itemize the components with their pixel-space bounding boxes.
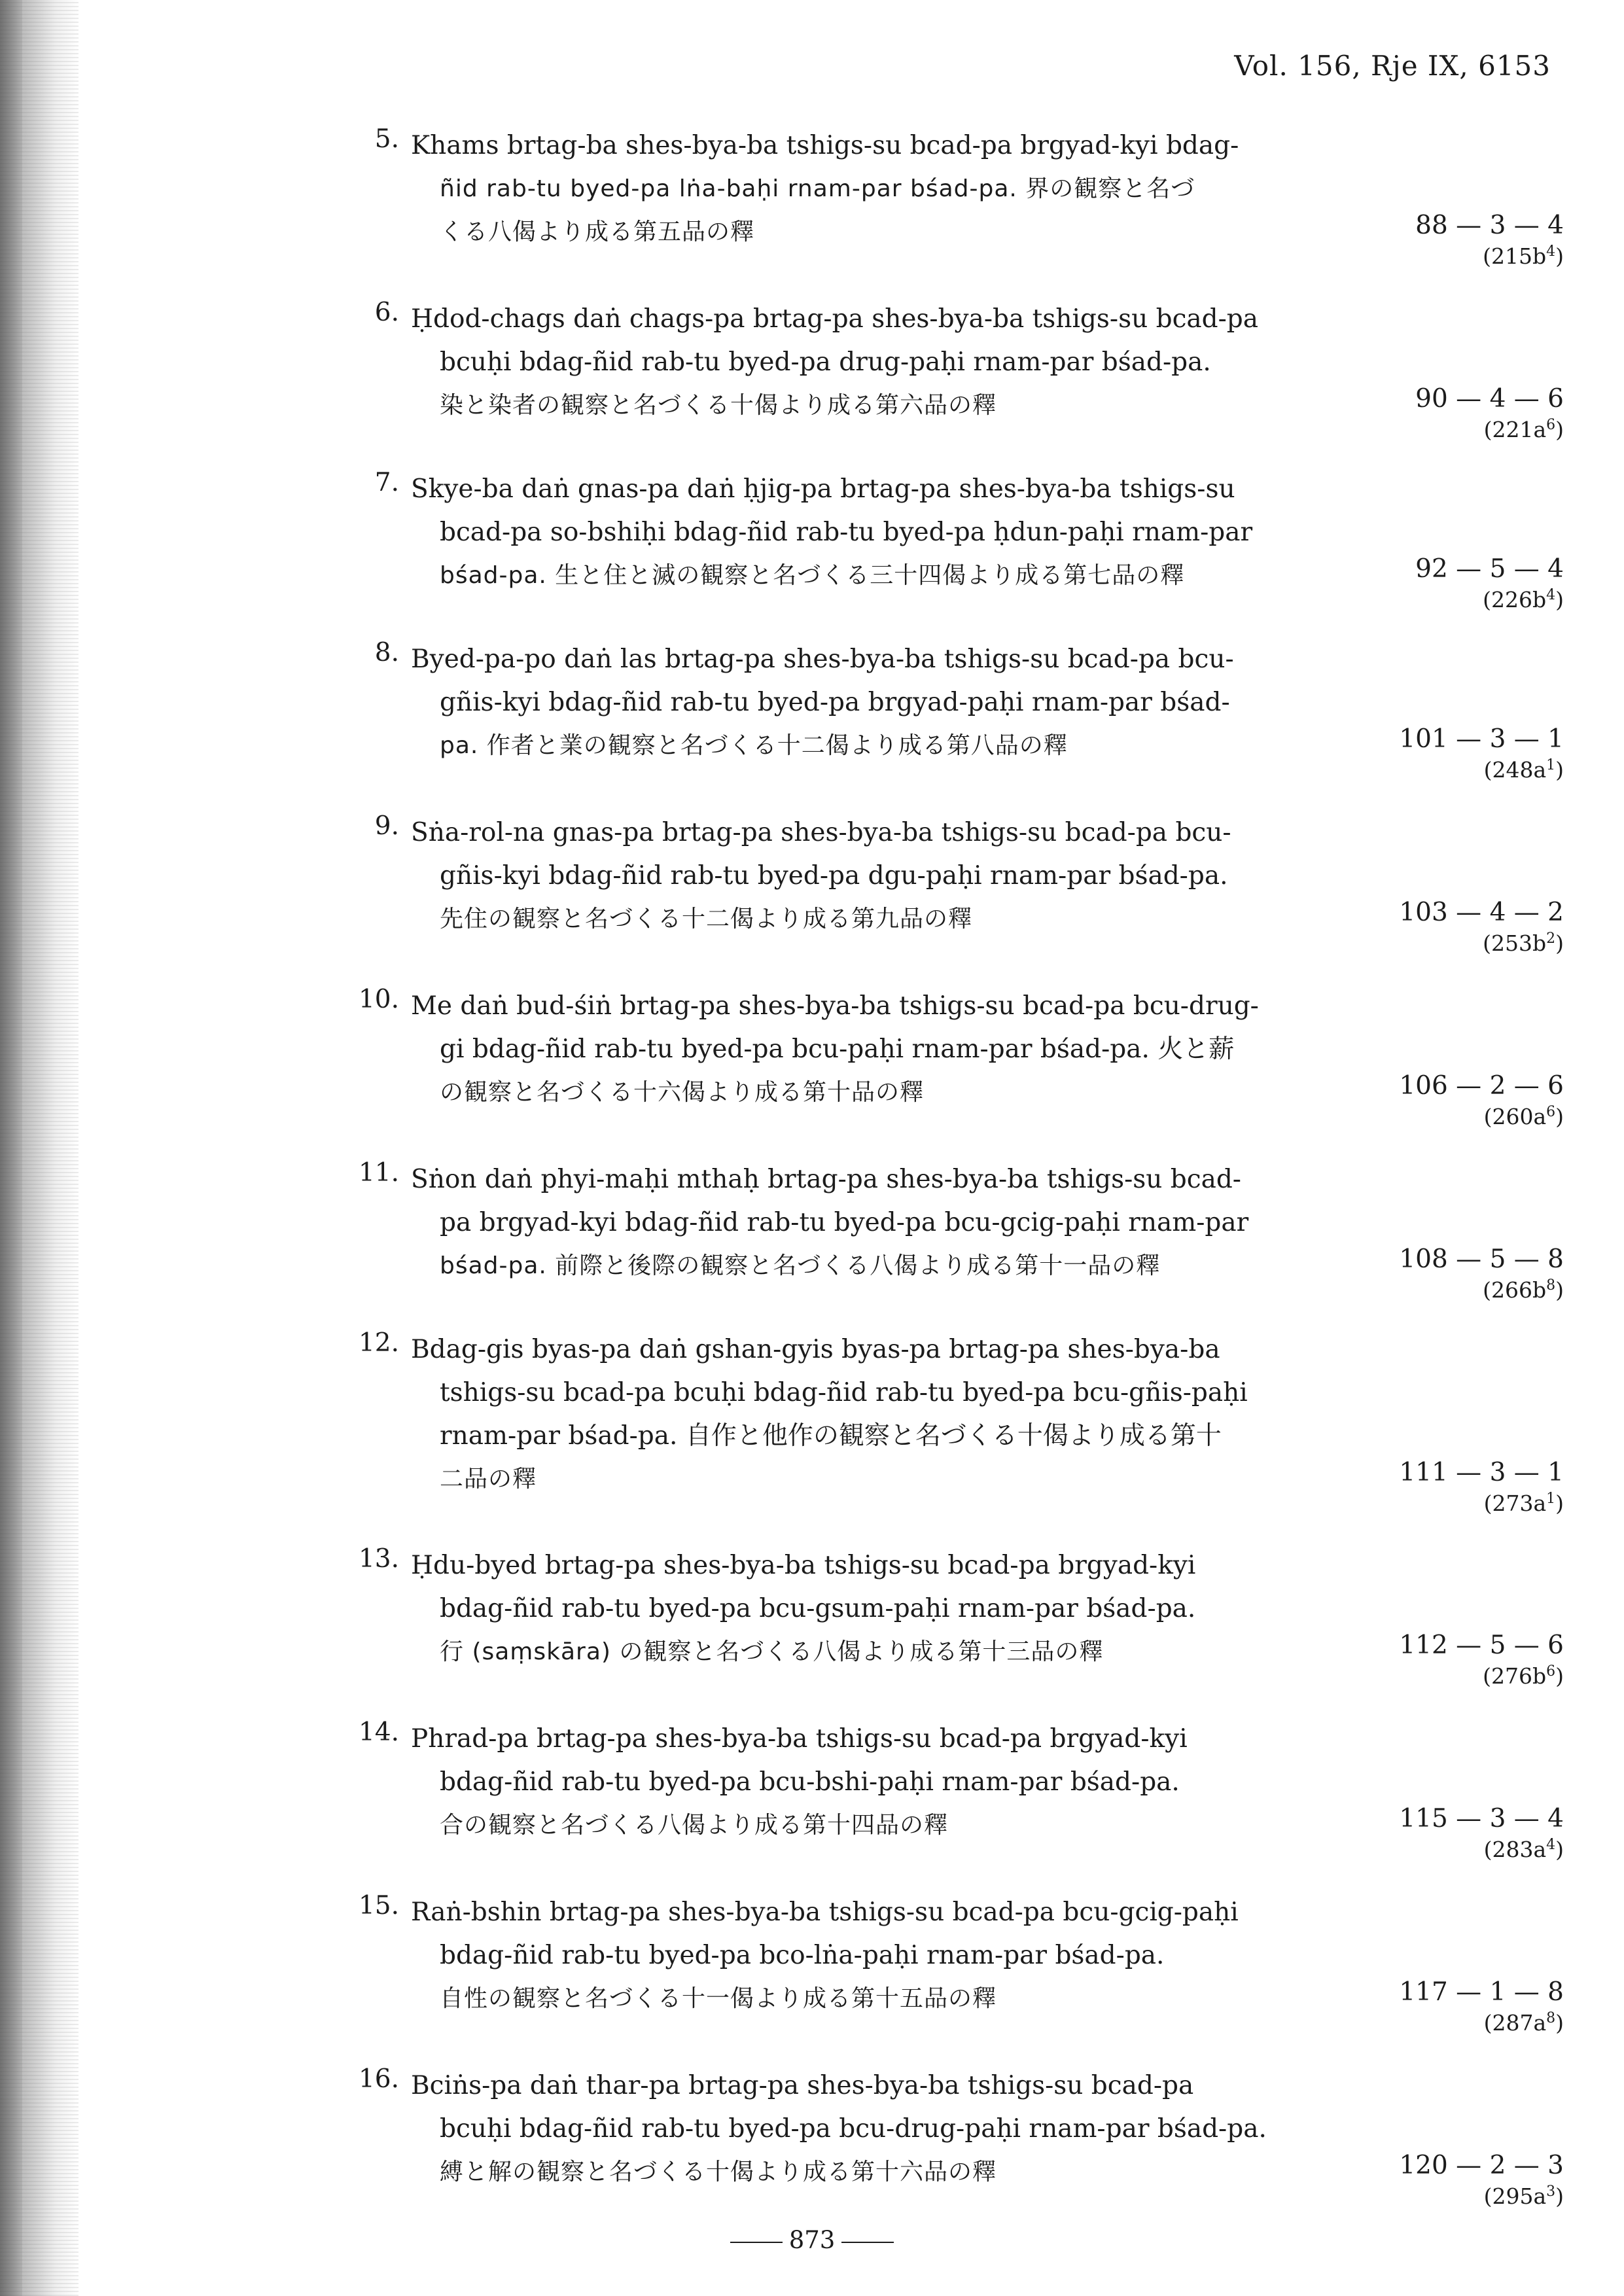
folio-number: (226b [1483,587,1547,612]
entry-title [411,1891,1353,2021]
footer-dash-left [730,2242,783,2243]
folio-line-superscript: 4 [1546,587,1556,603]
folio-line-superscript: 4 [1546,243,1556,260]
folio-number: (260a [1483,1104,1547,1129]
entry-title-line: gñis-kyi bdag-ñid rab-tu byed-pa dgu-paḥi rnam-par bśad-pa. [440,861,1228,891]
entry-title [411,1158,1353,1288]
folio-number: (248a [1483,757,1547,783]
folio-reference [1374,2183,1564,2209]
entry-title-line: 二品の釋 [440,1466,537,1492]
entry-title-line: 合の観察と名づくる八偈より成る第十四品の釋 [440,1812,949,1839]
entry-number: 6. [374,298,399,327]
page-line-reference: 115 — 3 — 4 [1399,1804,1564,1833]
folio-reference [1374,757,1564,783]
entry-title-line: Skye-ba daṅ gnas-pa daṅ ḥjig-pa brtag-pa shes-bya-ba tshigs-su [411,474,1235,504]
page-line-reference: 103 — 4 — 2 [1399,898,1564,927]
entry-title [411,1328,1353,1501]
folio-close-paren: ) [1555,1663,1564,1689]
entry-title-line: Me daṅ bud-śiṅ brtag-pa shes-bya-ba tshigs-su bcad-pa bcu-drug- [411,991,1259,1021]
page-line-reference: 120 — 2 — 3 [1399,2151,1564,2180]
page-line-reference: 108 — 5 — 8 [1399,1245,1564,1274]
folio-number: (266b [1483,1277,1547,1303]
folio-line-superscript: 6 [1546,417,1556,433]
entry-title-line: bcad-pa so-bshiḥi bdag-ñid rab-tu byed-pa ḥdun-paḥi rnam-par [440,518,1253,547]
folio-close-paren: ) [1555,2183,1564,2209]
folio-close-paren: ) [1555,243,1564,269]
catalog-entry [340,985,1564,1135]
entry-title-line: bdag-ñid rab-tu byed-pa bco-lṅa-paḥi rnam-par bśad-pa. [440,1941,1165,1970]
catalog-entry [340,2064,1564,2215]
catalog-entry [340,1328,1564,1516]
folio-reference [1374,1104,1564,1129]
folio-close-paren: ) [1555,587,1564,612]
catalog-entry [340,1718,1564,1868]
entry-number: 9. [374,811,399,841]
entry-title-line: bdag-ñid rab-tu byed-pa bcu-bshi-paḥi rnam-par bśad-pa. [440,1767,1180,1797]
entry-title-line: 染と染者の観察と名づくる十偈より成る第六品の釋 [440,392,997,419]
entry-title [411,124,1353,254]
page-footer [0,2226,1624,2254]
entry-title-line: pa brgyad-kyi bdag-ñid rab-tu byed-pa bcu-gcig-paḥi rnam-par [440,1208,1249,1237]
page-line-reference: 117 — 1 — 8 [1399,1977,1564,2007]
entry-title-line: rnam-par bśad-pa. 自作と他作の観察と名づくる十偈より成る第十 [440,1421,1222,1451]
folio-number: (295a [1483,2183,1547,2209]
entry-title-line: Phrad-pa brtag-pa shes-bya-ba tshigs-su bcad-pa brgyad-kyi [411,1724,1188,1754]
entry-title-line: bcuḥi bdag-ñid rab-tu byed-pa bcu-drug-paḥi rnam-par bśad-pa. [440,2114,1267,2144]
folio-line-superscript: 3 [1546,2183,1556,2200]
folio-line-superscript: 1 [1546,757,1556,773]
page-line-reference: 92 — 5 — 4 [1415,554,1564,584]
entry-title-line: 自性の観察と名づくる十一偈より成る第十五品の釋 [440,1985,997,2012]
entry-title-line: Bciṅs-pa daṅ thar-pa brtag-pa shes-bya-ba tshigs-su bcad-pa [411,2071,1194,2100]
catalog-entry [340,468,1564,618]
page-line-reference: 111 — 3 — 1 [1399,1458,1564,1487]
entry-title [411,1718,1353,1847]
folio-line-superscript: 2 [1546,930,1556,947]
folio-close-paren: ) [1555,2010,1564,2036]
entry-number: 5. [374,124,399,154]
entry-title-line: の観察と名づくる十六偈より成る第十品の釋 [440,1079,925,1106]
entry-title-line: Sṅon daṅ phyi-maḥi mthaḥ brtag-pa shes-bya-ba tshigs-su bcad- [411,1165,1241,1194]
folio-line-superscript: 8 [1546,2010,1556,2026]
entry-title [411,468,1353,597]
scan-edge-binding [0,0,22,2296]
entry-title-line: bcuḥi bdag-ñid rab-tu byed-pa drug-paḥi rnam-par bśad-pa. [440,347,1211,377]
entry-title-line: Bdag-gis byas-pa daṅ gshan-gyis byas-pa brtag-pa shes-bya-ba [411,1335,1220,1364]
folio-close-paren: ) [1555,1277,1564,1303]
entry-title-line: tshigs-su bcad-pa bcuḥi bdag-ñid rab-tu byed-pa bcu-gñis-paḥi [440,1378,1248,1407]
folio-close-paren: ) [1555,757,1564,783]
folio-reference [1374,1491,1564,1516]
entry-title-line: Ḥdu-byed brtag-pa shes-bya-ba tshigs-su bcad-pa brgyad-kyi [411,1551,1196,1580]
entry-title [411,985,1353,1114]
entry-title-line: gi bdag-ñid rab-tu byed-pa bcu-paḥi rnam-par bśad-pa. 火と薪 [440,1034,1235,1064]
catalog-entry [340,298,1564,448]
folio-line-superscript: 1 [1546,1491,1556,1507]
entry-title-line: Sṅa-rol-na gnas-pa brtag-pa shes-bya-ba tshigs-su bcad-pa bcu- [411,818,1231,847]
folio-close-paren: ) [1555,1104,1564,1129]
entry-title-line: bdag-ñid rab-tu byed-pa bcu-gsum-paḥi rnam-par bśad-pa. [440,1594,1196,1623]
folio-line-superscript: 6 [1546,1663,1556,1680]
page-number: 873 [788,2226,836,2254]
folio-reference [1374,2010,1564,2036]
entry-title-line: pa. 作者と業の観察と名づくる十二偈より成る第八品の釋 [440,732,1068,759]
entry-title-line: Byed-pa-po daṅ las brtag-pa shes-bya-ba tshigs-su bcad-pa bcu- [411,645,1234,674]
folio-reference [1374,417,1564,442]
folio-reference [1374,587,1564,612]
catalog-entry [340,1158,1564,1309]
folio-line-superscript: 8 [1546,1277,1556,1294]
entry-title-line: bśad-pa. 前際と後際の観察と名づくる八偈より成る第十一品の釋 [440,1252,1161,1279]
folio-reference [1374,930,1564,956]
page-line-reference: 106 — 2 — 6 [1399,1071,1564,1101]
catalog-entry [340,124,1564,275]
folio-close-paren: ) [1555,930,1564,956]
entry-number: 16. [358,2064,399,2094]
entry-title [411,298,1353,427]
folio-reference [1374,1277,1564,1303]
folio-reference [1374,1663,1564,1689]
folio-number: (221a [1483,417,1547,442]
entry-title-line: Raṅ-bshin brtag-pa shes-bya-ba tshigs-su bcad-pa bcu-gcig-paḥi [411,1898,1239,1927]
folio-number: (283a [1483,1837,1547,1862]
folio-number: (273a [1483,1491,1547,1516]
entry-number: 14. [358,1718,399,1747]
folio-close-paren: ) [1555,1491,1564,1516]
entry-title-line: gñis-kyi bdag-ñid rab-tu byed-pa brgyad-paḥi rnam-par bśad- [440,688,1230,717]
folio-number: (276b [1483,1663,1547,1689]
entry-number: 12. [358,1328,399,1358]
entry-number: 8. [374,638,399,667]
entry-title-line: Ḥdod-chags daṅ chags-pa brtag-pa shes-bya-ba tshigs-su bcad-pa [411,304,1259,334]
entry-title [411,811,1353,941]
catalog-entry [340,811,1564,962]
folio-number: (287a [1483,2010,1547,2036]
entry-number: 11. [358,1158,399,1188]
entry-number: 13. [358,1544,399,1574]
footer-dash-right [841,2242,894,2243]
entry-number: 10. [358,985,399,1014]
entry-title-line: bśad-pa. 生と住と滅の観察と名づくる三十四偈より成る第七品の釋 [440,562,1185,589]
catalog-entry [340,1544,1564,1695]
entry-title-line: 先住の観察と名づくる十二偈より成る第九品の釋 [440,906,973,932]
folio-line-superscript: 6 [1546,1104,1556,1120]
running-header: Vol. 156, Rje IX, 6153 [1234,50,1551,82]
folio-reference [1374,243,1564,269]
folio-number: (253b [1483,930,1547,956]
folio-close-paren: ) [1555,417,1564,442]
page-line-reference: 90 — 4 — 6 [1415,384,1564,414]
entry-title-line: Khams brtag-ba shes-bya-ba tshigs-su bcad-pa brgyad-kyi bdag- [411,131,1239,160]
entry-title-line: 行 (saṃskāra) の観察と名づくる八偈より成る第十三品の釋 [440,1638,1104,1665]
page-line-reference: 112 — 5 — 6 [1399,1631,1564,1660]
folio-number: (215b [1483,243,1547,269]
entry-title [411,1544,1353,1674]
folio-close-paren: ) [1555,1837,1564,1862]
catalog-entry [340,1891,1564,2041]
folio-reference [1374,1837,1564,1862]
page-line-reference: 88 — 3 — 4 [1415,211,1564,240]
page-line-reference: 101 — 3 — 1 [1399,724,1564,754]
catalog-entry [340,638,1564,788]
entry-title-line: 縛と解の観察と名づくる十偈より成る第十六品の釋 [440,2159,997,2185]
folio-line-superscript: 4 [1546,1837,1556,1853]
entry-title-line: ñid rab-tu byed-pa lṅa-baḥi rnam-par bśad-pa. 界の観察と名づ [440,175,1195,202]
entry-title [411,2064,1353,2194]
entry-title [411,638,1353,768]
entry-title-line: くる八偈より成る第五品の釋 [440,219,755,245]
entry-number: 15. [358,1891,399,1920]
entry-number: 7. [374,468,399,497]
